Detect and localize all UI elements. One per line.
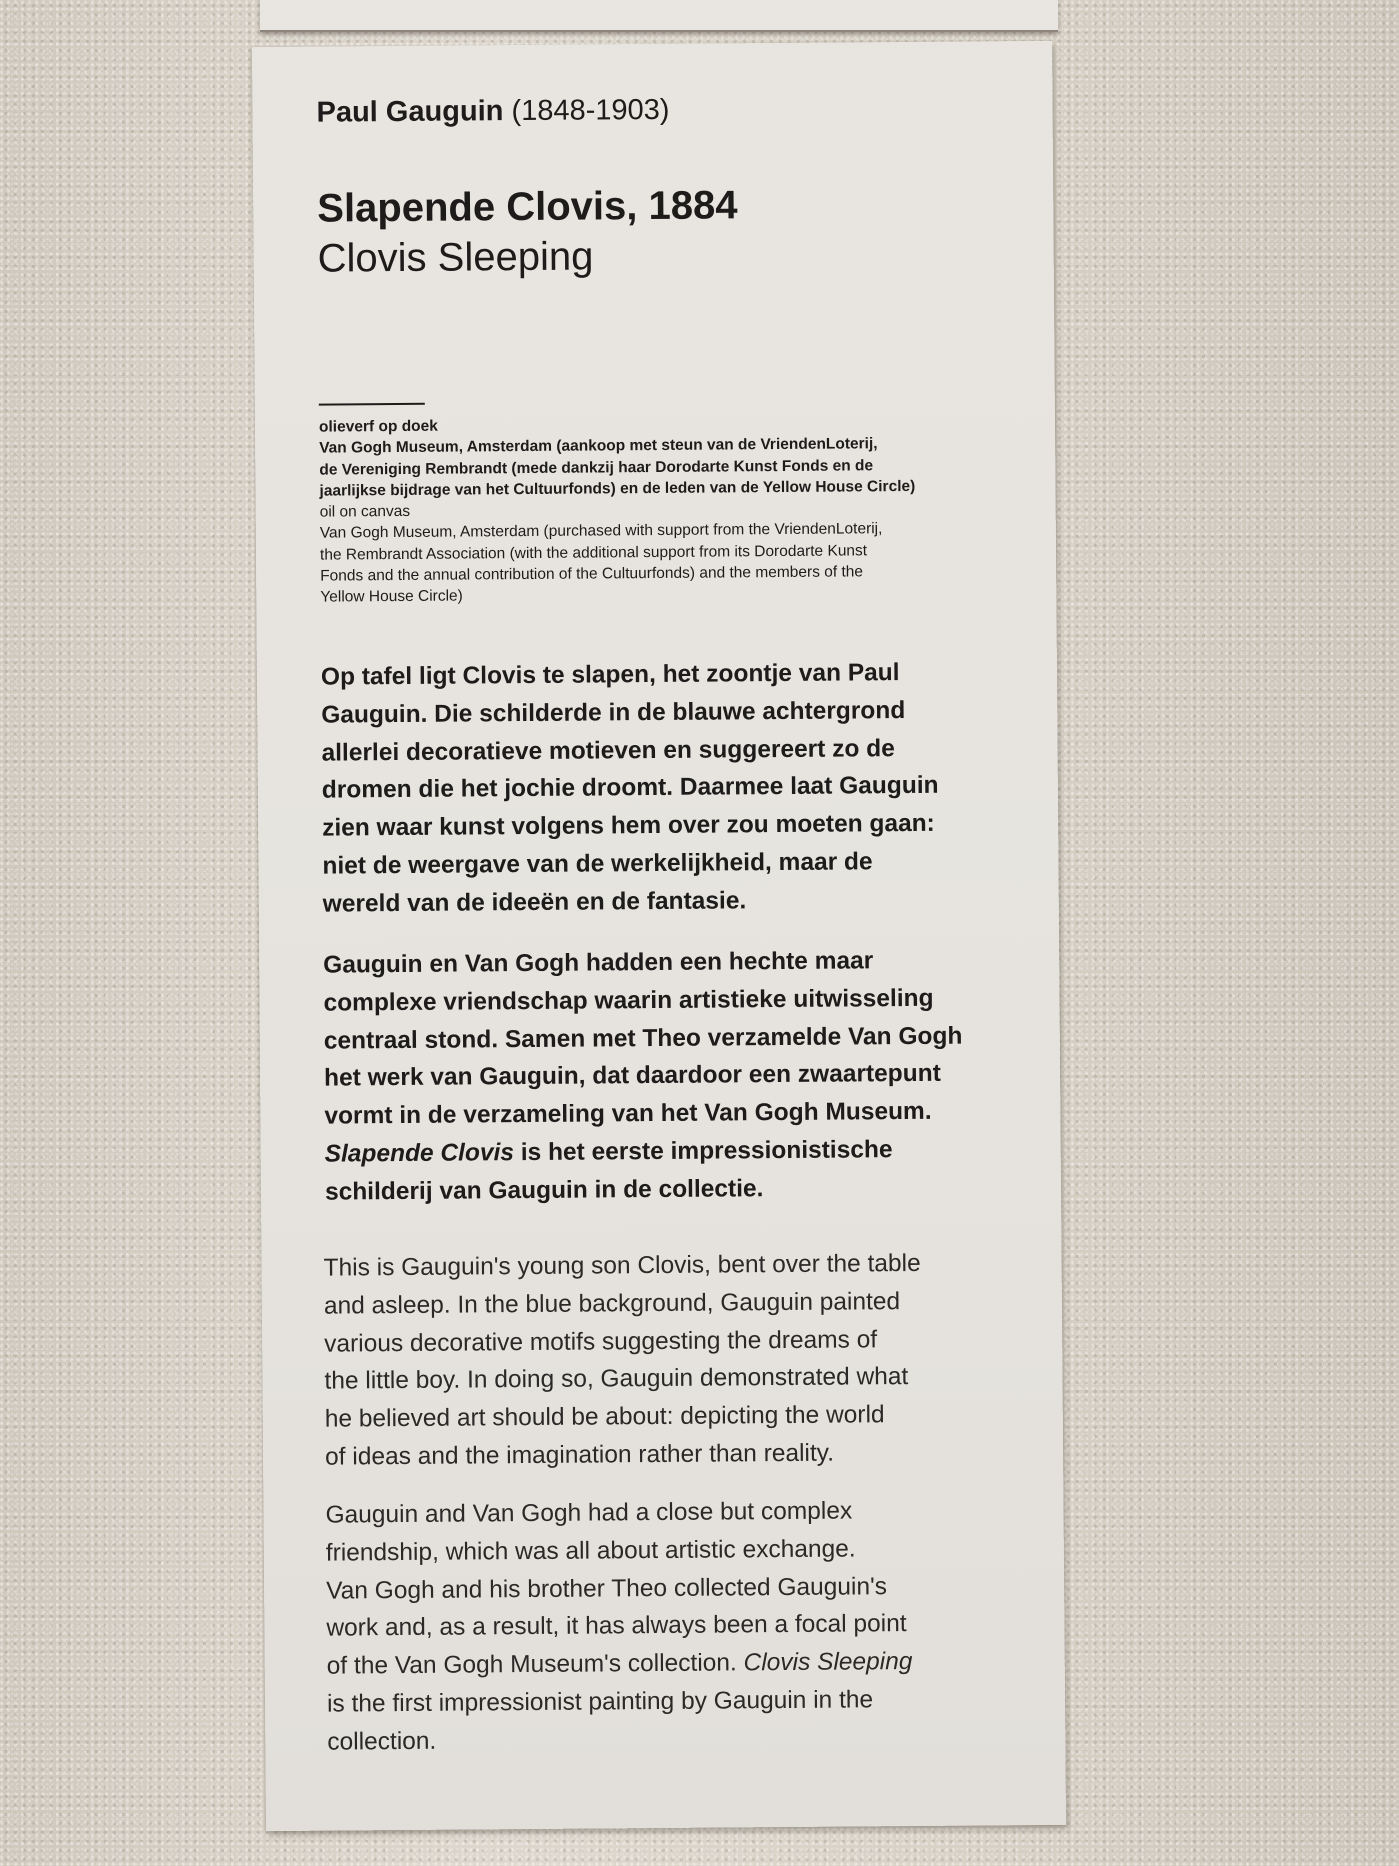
text-line xyxy=(325,1130,1035,1173)
text-line: dromen die het jochie droomt. Daarmee laat Gauguin xyxy=(321,772,939,805)
text-line: Gauguin en Van Gogh hadden een hechte maar xyxy=(323,947,874,979)
text-line: vormt in de verzameling van het Van Gogh Museum. xyxy=(324,1098,932,1130)
text-line: Gauguin. Die schilderde in de blauwe achtergrond xyxy=(321,696,906,729)
credit-line: de Vereniging Rembrandt (mede dankzij haar Dorodarte Kunst Fonds en de xyxy=(319,456,874,479)
credit-line: jaarlijkse bijdrage van het Cultuurfonds) en de leden van de Yellow House Circle) xyxy=(319,477,916,500)
text-line: he believed art should be about: depicting the world xyxy=(324,1401,885,1433)
text-line: various decorative motifs suggesting the dreams of xyxy=(324,1325,878,1358)
credit-line: Van Gogh Museum, Amsterdam (purchased with support from the VriendenLoterij, xyxy=(319,520,883,543)
text-line: allerlei decoratieve motieven en suggereert zo de xyxy=(321,734,895,767)
credit-line: the Rembrandt Association (with the additional support from its Dorodarte Kunst xyxy=(319,542,868,564)
artwork-title-english: Clovis Sleeping xyxy=(317,234,594,281)
italic-title: Slapende Clovis xyxy=(324,1139,515,1168)
text-line: Gauguin and Van Gogh had a close but complex xyxy=(325,1497,853,1529)
artist-line xyxy=(316,94,669,130)
credit-line: Van Gogh Museum, Amsterdam (aankoop met steun van de VriendenLoterij, xyxy=(319,435,878,457)
credit-line: Fonds and the annual contribution of the Cultuurfonds) and the members of the xyxy=(320,563,864,585)
artist-name: Paul Gauguin xyxy=(316,95,504,129)
text-line: and asleep. In the blue background, Gauguin painted xyxy=(323,1287,901,1320)
text-line: complexe vriendschap waarin artistieke uitwisseling xyxy=(323,984,934,1017)
artist-dates: (1848-1903) xyxy=(511,93,670,128)
text-line: collection. xyxy=(327,1727,437,1756)
text-line: schilderij van Gauguin in de collectie. xyxy=(324,1174,764,1206)
divider-rule xyxy=(319,403,425,406)
text-line: work and, as a result, it has always been a focal point xyxy=(326,1610,907,1642)
text-line xyxy=(327,1642,1037,1685)
text-line: friendship, which was all about artistic exchange. xyxy=(325,1535,856,1567)
credit-line: Yellow House Circle) xyxy=(320,587,463,606)
text-line: Van Gogh and his brother Theo collected Gauguin's xyxy=(326,1572,888,1605)
text-line: zien waar kunst volgens hem over zou moeten gaan: xyxy=(322,809,935,842)
text-line: the little boy. In doing so, Gauguin demonstrated what xyxy=(324,1363,909,1396)
text-line: centraal stond. Samen met Theo verzamelde Van Gogh xyxy=(323,1022,963,1055)
english-paragraph-2 xyxy=(325,1491,1037,1761)
italic-title: Clovis Sleeping xyxy=(743,1648,913,1677)
text-line: niet de weergave van de werkelijkheid, maar de xyxy=(322,848,873,880)
text-line: Op tafel ligt Clovis te slapen, het zoontje van Paul xyxy=(320,659,900,691)
text-line: This is Gauguin's young son Clovis, bent over the table xyxy=(323,1249,921,1282)
dutch-paragraph-2 xyxy=(323,941,1035,1211)
dutch-paragraph-1 xyxy=(321,653,1033,923)
text-line: het werk van Gauguin, dat daardoor een zwaartepunt xyxy=(324,1060,941,1092)
english-paragraph-1 xyxy=(323,1244,1035,1476)
museum-label-card xyxy=(252,41,1066,1831)
credit-lines xyxy=(319,411,1020,608)
credit-line: oil on canvas xyxy=(319,503,411,521)
artwork-title-dutch: Slapende Clovis, 1884 xyxy=(317,183,738,231)
text-line: wereld van de ideeën en de fantasie. xyxy=(322,887,747,918)
text-fragment: of the Van Gogh Museum's collection. xyxy=(326,1649,744,1680)
text-line: is the first impressionist painting by Gauguin in the xyxy=(326,1686,874,1718)
previous-label-card xyxy=(260,0,1058,32)
credit-line: olieverf op doek xyxy=(318,417,438,436)
text-fragment: is het eerste impressionistische xyxy=(513,1136,893,1167)
text-line: of ideas and the imagination rather than reality. xyxy=(324,1439,835,1471)
